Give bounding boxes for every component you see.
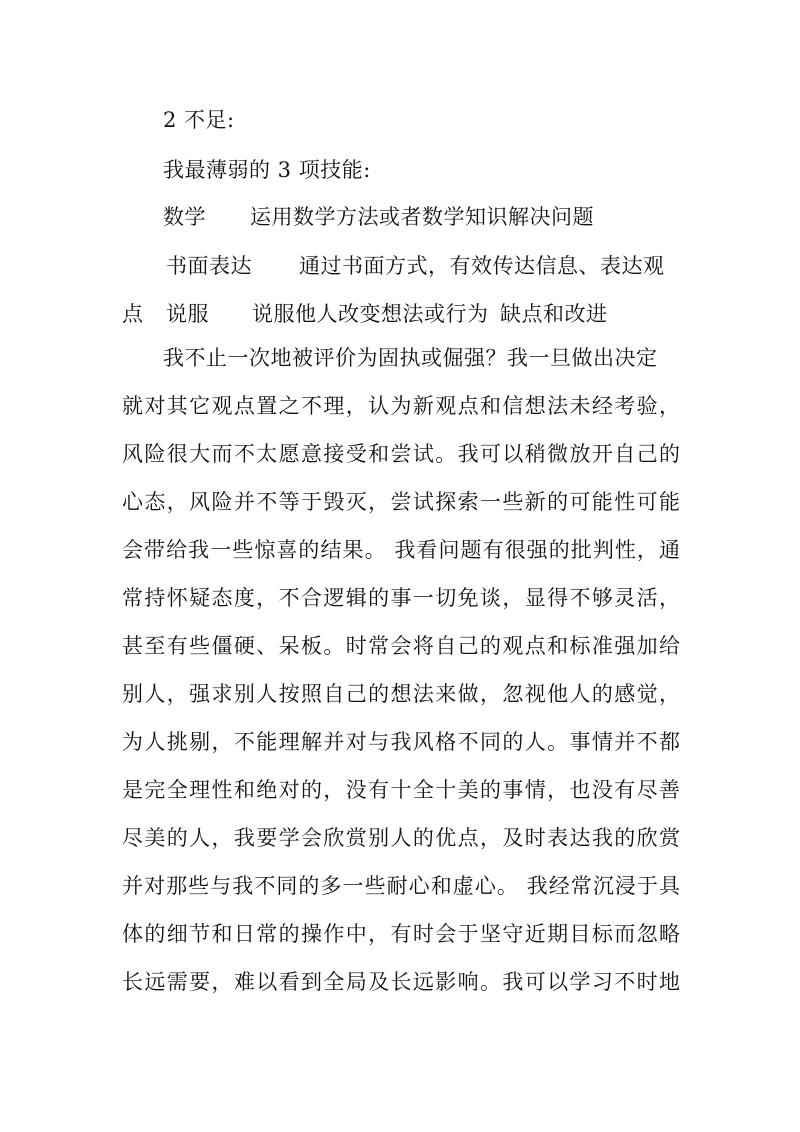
- skill-name: 书面表达: [166, 254, 252, 278]
- body-line: 风险很大而不太愿意接受和尝试。我可以稍微放开自己的: [122, 442, 680, 466]
- body-line: 是完全理性和绝对的，没有十全十美的事情，也没有尽善: [122, 778, 680, 802]
- skill-row-writing: [0, 246, 800, 286]
- body-line: 常持怀疑态度，不合逻辑的事一切免谈，显得不够灵活，: [122, 586, 680, 610]
- deficiency-heading: 2 不足:: [163, 108, 235, 132]
- weakest-skills-intro: 我最薄弱的 3 项技能:: [163, 158, 371, 182]
- skill-row-persuasion: [0, 294, 800, 334]
- skill-description-continuation: 点: [122, 302, 144, 326]
- section-heading-weakness: 缺点和改进: [500, 302, 608, 326]
- skill-description: 说服他人改变想法或行为: [252, 302, 489, 326]
- skill-name: 说服: [166, 302, 209, 326]
- body-line: 别人，强求别人按照自己的想法来做，忽视他人的感觉，: [122, 682, 680, 706]
- body-line: 为人挑剔，不能理解并对与我风格不同的人。事情并不都: [122, 730, 680, 754]
- body-line: 尽美的人，我要学会欣赏别人的优点，及时表达我的欣赏: [122, 826, 680, 850]
- body-line: 并对那些与我不同的多一些耐心和虚心。 我经常沉浸于具: [122, 874, 680, 898]
- skill-name: 数学: [163, 205, 206, 229]
- body-line: 我不止一次地被评价为固执或倔强？我一旦做出决定: [163, 346, 658, 370]
- body-line: 甚至有些僵硬、呆板。时常会将自己的观点和标准强加给: [122, 634, 680, 658]
- body-line: 体的细节和日常的操作中，有时会于坚守近期目标而忽略: [122, 922, 680, 946]
- skill-description: 通过书面方式，有效传达信息、表达观: [299, 254, 665, 278]
- body-line: 会带给我一些惊喜的结果。 我看问题有很强的批判性，通: [122, 538, 680, 562]
- skill-row-math: [0, 197, 800, 237]
- body-line: 长远需要，难以看到全局及长远影响。我可以学习不时地: [122, 970, 680, 994]
- body-line: 就对其它观点置之不理，认为新观点和信想法未经考验，: [122, 394, 680, 418]
- skill-description: 运用数学方法或者数学知识解决问题: [250, 205, 594, 229]
- body-line: 心态，风险并不等于毁灭，尝试探索一些新的可能性可能: [122, 490, 680, 514]
